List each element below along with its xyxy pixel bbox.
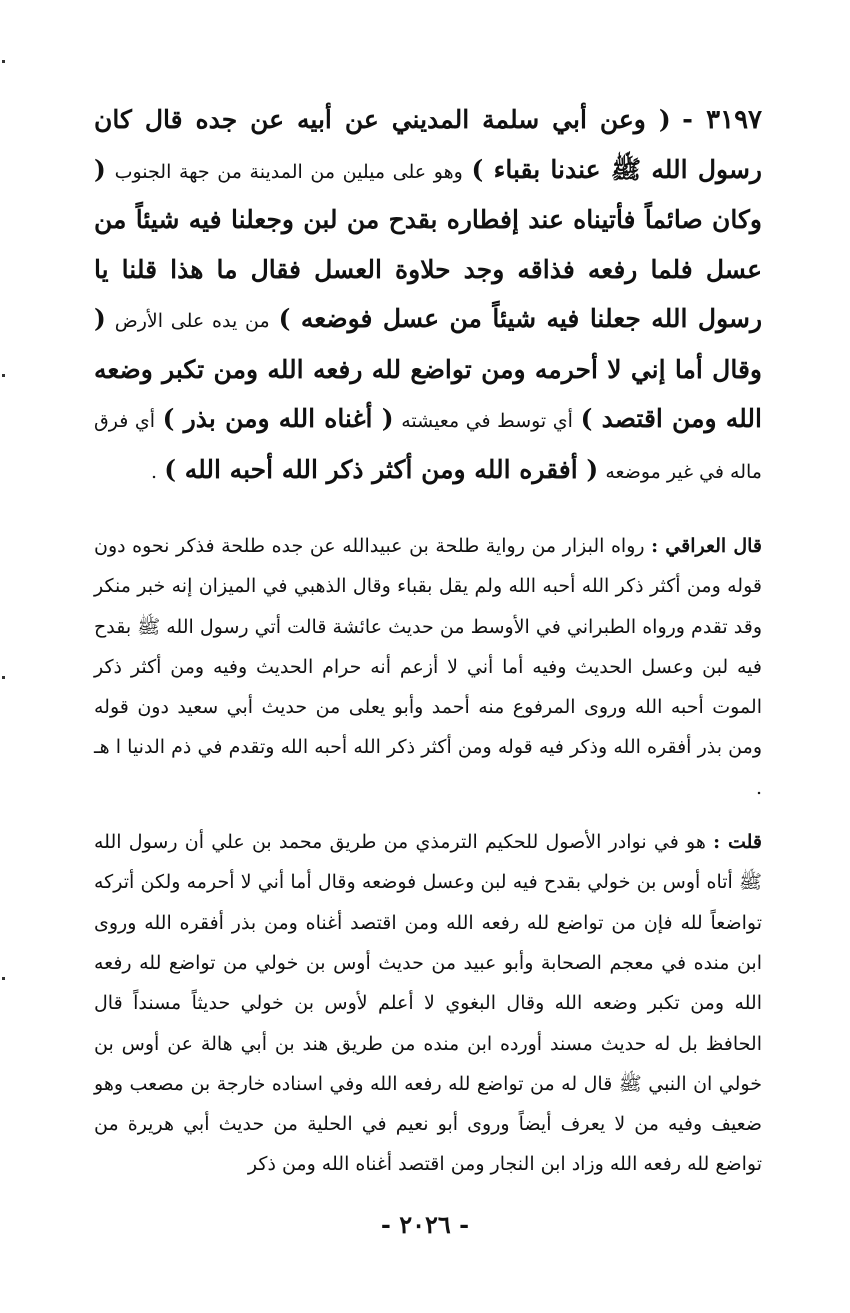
hadith-text-bold: ( وكان صائماً فأتيناه عند إفطاره بقدح من لبن وجعلنا فيه شيئاً من عسل فلما رفعه فذاقه وجد حلاوة العسل فقال ما هذا قلنا يا رسول الله جعلنا فيه شيئاً من عسل فوضعه ) [94, 154, 763, 333]
page-number: - ٢٠٢٦ - [380, 1210, 470, 1239]
scan-mark [2, 676, 5, 679]
commentary-text: هو في نوادر الأصول للحكيم الترمذي من طريق محمد بن علي أن رسول الله ﷺ أتاه أوس بن خولي بقدح فيه لبن وعسل فوضعه وقال أما أني لا أحرمه ولكن أتركه تواضعاً لله فإن من تواضع لله رفعه الله ومن اقتصد أغناه ومن بذر أفقره الله وروى ابن منده في معجم الصحابة وأبو عبيد من حديث أوس بن خولي من تواضع لله رفعه الله ومن تكبر وضعه الله وقال البغوي لا أعلم لأوس بن خولي حديثاً مسنداً قال الحافظ بل له حديث مسند أورده ابن منده من طريق هند بن أبي هالة عن أوس بن خولي ان النبي ﷺ قال له من تواضع لله رفعه الله وفي اسناده خارجة بن مصعب وهو ضعيف وفيه من لا يعرف أيضاً وروى أبو نعيم في الحلية من حديث أبي هريرة من تواضع لله رفعه الله وزاد ابن النجار ومن اقتصد أغناه الله ومن ذكر [94, 831, 762, 1176]
hadith-number: ٣١٩٧ - [682, 105, 763, 135]
author-commentary [94, 822, 762, 1185]
hadith-explanation: وهو على ميلين من المدينة من جهة الجنوب [114, 160, 463, 183]
hadith-end-mark: . [151, 460, 158, 483]
hadith-explanation: أي فرق ماله في غير موضعه [94, 410, 762, 483]
commentary-label: قال العراقي : [651, 535, 762, 557]
hadith-text-bold: ( وقال أما إني لا أحرمه ومن تواضع لله رفعه الله ومن تكبر وضعه الله ومن اقتصد ) [94, 304, 762, 433]
hadith-explanation: من يده على الأرض [114, 310, 270, 332]
commentary-text: رواه البزار من رواية طلحة بن عبيدالله عن جده طلحة فذكر نحوه دون قوله ومن أكثر ذكر الله أحبه الله ولم يقل بقباء وقال الذهبي في الميزان إنه خبر منكر وقد تقدم ورواه الطبراني في الأوسط من حديث عائشة قالت أتي رسول الله ﷺ بقدح فيه لبن وعسل الحديث وفيه أما أني لا أزعم أنه حرام الحديث وفيه ومن أكثر ذكر الموت أحبه الله وروى المرفوع منه أحمد وأبو يعلى من حديث أبي سعيد دون قوله ومن بذر أفقره الله وذكر فيه قوله ومن أكثر ذكر الله أحبه الله وتقدم في ذم الدنيا ا هـ . [94, 535, 762, 799]
hadith-text-bold: ( أغناه الله ومن بذر ) [162, 404, 394, 433]
scan-mark [2, 60, 5, 63]
hadith-text-bold: ( أفقره الله ومن أكثر ذكر الله أحبه الله ) [164, 454, 599, 484]
iraqi-commentary [94, 526, 762, 808]
scan-mark [2, 374, 5, 377]
hadith-explanation: أي توسط في معيشته [401, 410, 573, 432]
scan-mark [2, 977, 5, 980]
hadith-3197 [94, 96, 762, 496]
commentary-label: قلت : [713, 831, 762, 854]
hadith-text-bold: ( وعن أبي سلمة المديني عن أبيه عن جده قال كان رسول الله ﷺ عندنا بقباء ) [94, 105, 762, 184]
